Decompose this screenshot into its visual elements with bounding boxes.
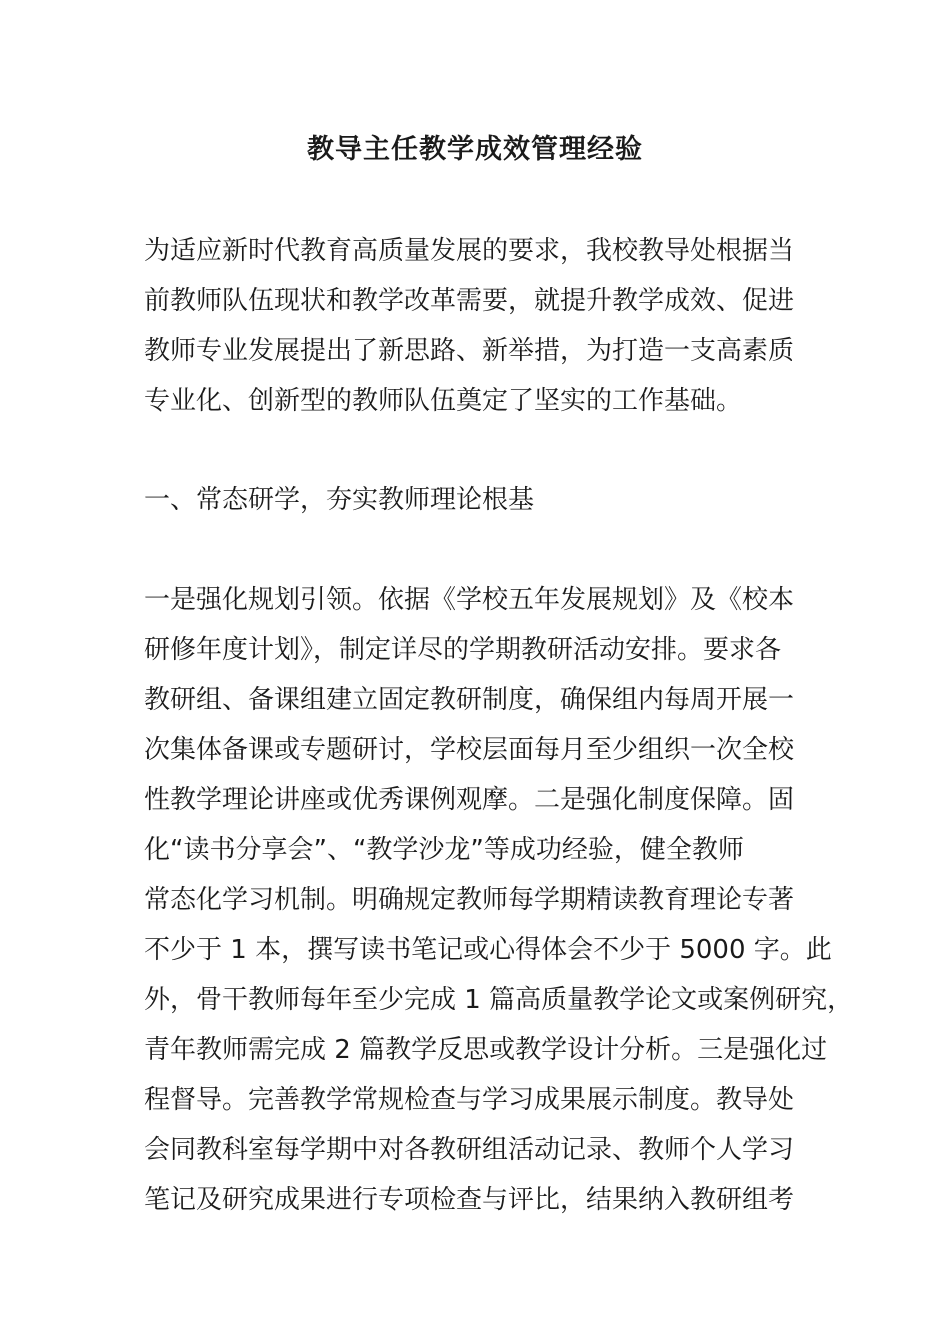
intro-line: 教师专业发展提出了新思路、新举措，为打造一支高素质 bbox=[144, 336, 795, 366]
body-line: 研修年度计划》，制定详尽的学期教研活动安排。要求各 bbox=[144, 635, 782, 665]
body-line: 青年教师需完成 2 篇教学反思或教学设计分析。三是强化过 bbox=[144, 1035, 828, 1065]
body-line: 次集体备课或专题研讨，学校层面每月至少组织一次全校 bbox=[144, 735, 795, 765]
intro-line: 为适应新时代教育高质量发展的要求，我校教导处根据当 bbox=[144, 236, 795, 266]
body-line: 一是强化规划引领。依据《学校五年发展规划》及《校本 bbox=[144, 585, 795, 615]
document-title: 教导主任教学成效管理经验 bbox=[307, 134, 643, 165]
body-line: 会同教科室每学期中对各教研组活动记录、教师个人学习 bbox=[144, 1135, 795, 1165]
section-heading: 一、常态研学，夯实教师理论根基 bbox=[144, 485, 535, 515]
body-line: 外，骨干教师每年至少完成 1 篇高质量教学论文或案例研究， bbox=[144, 985, 854, 1015]
intro-line: 前教师队伍现状和教学改革需要，就提升教学成效、促进 bbox=[144, 286, 795, 316]
body-line: 常态化学习机制。明确规定教师每学期精读教育理论专著 bbox=[144, 885, 795, 915]
body-line: 化“读书分享会”、“教学沙龙”等成功经验，健全教师 bbox=[144, 835, 744, 865]
intro-line: 专业化、创新型的教师队伍奠定了坚实的工作基础。 bbox=[144, 386, 743, 416]
body-line: 教研组、备课组建立固定教研制度，确保组内每周开展一 bbox=[144, 685, 795, 715]
body-line: 性教学理论讲座或优秀课例观摩。二是强化制度保障。固 bbox=[144, 785, 795, 815]
body-paragraph bbox=[144, 575, 854, 1225]
body-line: 不少于 1 本，撰写读书笔记或心得体会不少于 5000 字。此 bbox=[144, 935, 832, 965]
section-heading-block bbox=[144, 475, 844, 525]
intro-paragraph bbox=[144, 226, 844, 426]
body-line: 笔记及研究成果进行专项检查与评比，结果纳入教研组考 bbox=[144, 1185, 795, 1215]
body-line: 程督导。完善教学常规检查与学习成果展示制度。教导处 bbox=[144, 1085, 795, 1115]
